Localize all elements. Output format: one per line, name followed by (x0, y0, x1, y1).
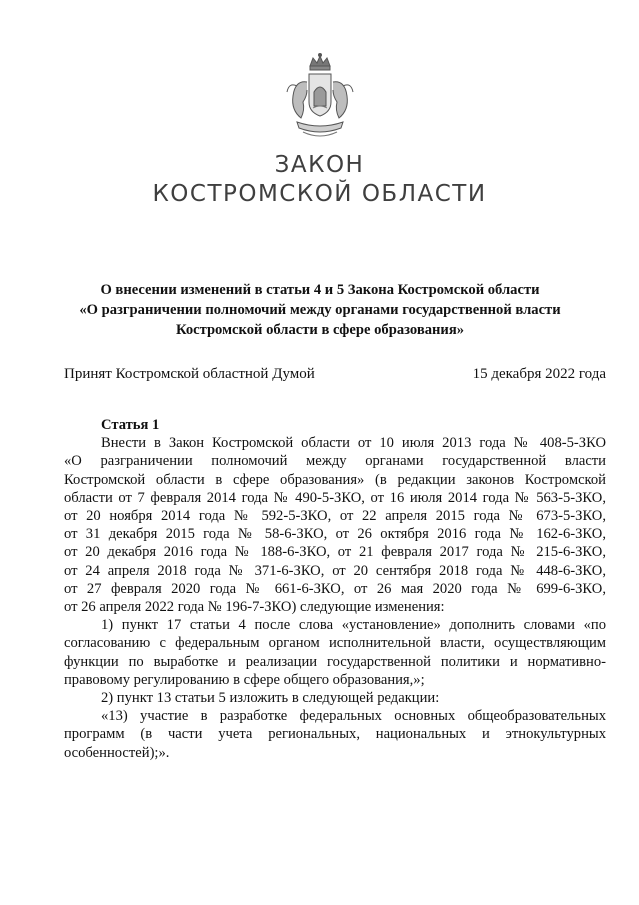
body-line: функции по выработке и реализации государственной политики и нормативно- (64, 653, 606, 670)
heading-line: Костромской области в сфере образования» (175, 322, 465, 338)
body-line: «13) участие в разработке федеральных основных общеобразовательных (101, 708, 606, 725)
article-body (64, 416, 606, 762)
law-title-line2: КОСТРОМСКОЙ ОБЛАСТИ (152, 181, 487, 207)
law-title-line1: ЗАКОН (274, 152, 365, 178)
body-line: от 27 февраля 2020 года № 661-6-ЗКО, от 26 мая 2020 года № 699-6-ЗКО, (64, 580, 606, 597)
body-line: от 31 декабря 2015 года № 58-6-ЗКО, от 26 октября 2016 года № 162-6-ЗКО, (64, 526, 606, 543)
body-line: правовому регулированию в сфере общего образования,»; (64, 671, 425, 688)
body-line: программ (в части учета региональных, национальных и этнокультурных (64, 726, 606, 743)
body-line: согласованию с федеральным органом исполнительной власти, осуществляющим (64, 635, 606, 652)
heading-line: О внесении изменений в статьи 4 и 5 Закона Костромской области (100, 282, 540, 298)
body-line: Внести в Закон Костромской области от 10 июля 2013 года № 408-5-ЗКО (101, 435, 606, 452)
adopted-date: 15 декабря 2022 года (472, 366, 606, 382)
body-line: от 20 декабря 2016 года № 188-6-ЗКО, от 21 февраля 2017 года № 215-6-ЗКО, (64, 544, 606, 561)
body-line: 1) пункт 17 статьи 4 после слова «установление» дополнить словами «по (101, 617, 606, 634)
document-heading (40, 280, 600, 340)
body-line: от 26 апреля 2022 года № 196-7-ЗКО) следующие изменения: (64, 599, 445, 616)
heading-line: «О разграничении полномочий между органами государственной власти (79, 302, 561, 318)
body-line: Костромской области в сфере образования» (в редакции законов Костромской (64, 471, 606, 488)
adopted-by: Принят Костромской областной Думой (64, 366, 315, 382)
body-line: от 20 ноября 2014 года № 592-5-ЗКО, от 22 апреля 2015 года № 673-5-ЗКО, (64, 508, 606, 525)
body-line: области от 7 февраля 2014 года № 490-5-ЗКО, от 16 июля 2014 года № 563-5-ЗКО, (64, 489, 606, 506)
body-line: особенностей);». (64, 744, 170, 761)
body-line: от 24 апреля 2018 года № 371-6-ЗКО, от 20 сентября 2018 года № 448-6-ЗКО, (64, 562, 606, 579)
article-title: Статья 1 (101, 417, 160, 433)
adoption-row (64, 366, 606, 383)
body-line: 2) пункт 13 статьи 5 изложить в следующей редакции: (101, 690, 440, 707)
coat-of-arms-emblem (283, 52, 357, 144)
body-line: «О разграничении полномочий между органами государственной власти (64, 453, 606, 470)
